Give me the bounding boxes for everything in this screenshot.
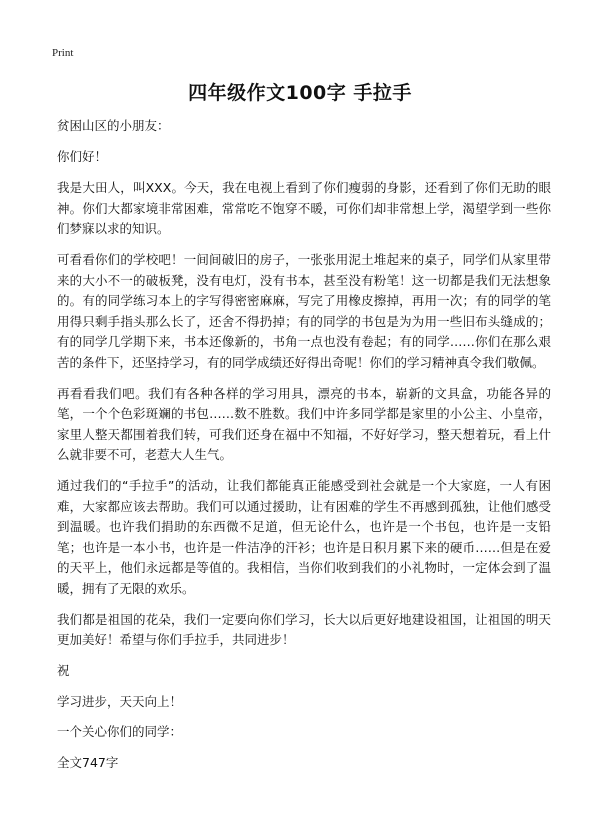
page-title: 四年级作文100字 手拉手 (188, 82, 412, 104)
paragraph: 通过我们的“手拉手”的活动，让我们都能真正能感受到社会就是一个大家庭，一人有困难，大家都应该去帮助。我们可以通过援助，让有困难的学生不再感到孤独，让他们感受到温暖。也许我们捐助的东西微不足道，但无论什么，也许是一个书包，也许是一支铅笔；也许是一本小书，也许是一件洁净的汗衫；也许是日积月累下来的硬币……但是在爱的天平上，他们永远都是等值的。我相信，当你们收到我们的小礼物时，一定体会到了温暖，拥有了无限的欢乐。 (57, 478, 551, 596)
wish: 学习进步，天天向上！ (57, 693, 183, 709)
paragraph: 可看看你们的学校吧！一间间破旧的房子，一张张用泥土堆起来的桌子，同学们从家里带来的大小不一的破板凳，没有电灯，没有书本，甚至没有粉笔！这一切都是我们无法想象的。有的同学练习本上的字写得密密麻麻，写完了用橡皮擦掉，再用一次；有的同学的笔用得只剩手指头那么长了，还舍不得扔掉；有的同学的书包是为为用一些旧布头缝成的；有的同学几学期下来，书本还像新的，书角一点也没有卷起；有的同学……你们在那么艰苦的条件下，还坚持学习，有的同学成绩还好得出奇呢！你们的学习精神真令我们敬佩。 (57, 252, 551, 370)
article-body (57, 116, 551, 783)
print-link[interactable]: Print (52, 47, 74, 59)
signature: 一个关心你们的同学： (57, 724, 183, 739)
paragraph: 我们都是祖国的花朵，我们一定要向你们学习，长大以后更好地建设祖国，让祖国的明天更加美好！希望与你们手拉手，共同进步！ (57, 611, 551, 647)
closing: 祝 (57, 663, 70, 678)
word-count: 全文747字 (57, 754, 119, 770)
greeting: 你们好！ (57, 149, 108, 164)
paragraph: 我是大田人，叫XXX。今天，我在电视上看到了你们瘦弱的身影，还看到了你们无助的眼神。你们大都家境非常困难，常常吃不饱穿不暖，可你们却非常想上学，渴望学到一些你们梦寐以求的知识。 (57, 180, 551, 236)
paragraph: 再看看我们吧。我们有各种各样的学习用具，漂亮的书本，崭新的文具盒，功能各异的笔，一个个色彩斑斓的书包……数不胜数。我们中许多同学都是家里的小公主、小皇帝，家里人整天都围着我们转，可我们还身在福中不知福，不好好学习，整天想着玩，看上什么就非要不可，老惹大人生气。 (57, 385, 551, 462)
salutation: 贫困山区的小朋友： (57, 118, 170, 133)
